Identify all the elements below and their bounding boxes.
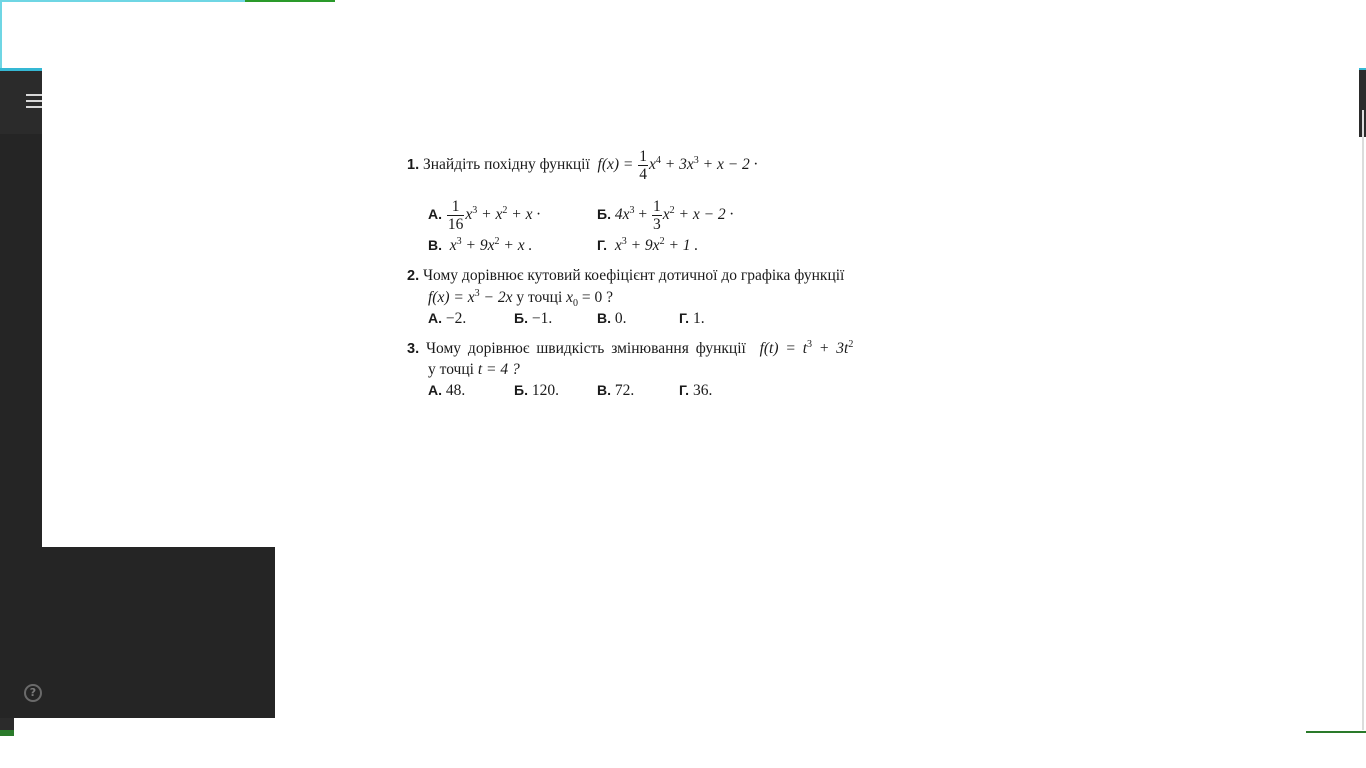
problem-1-option-c: В. $x^3 + 9x^2 + x$ .	[428, 236, 533, 254]
problem-1-option-b: Б. $4x^3$ + $\frac{1}{3}$ $x^2 + x - 2$ ·	[597, 198, 734, 233]
problem-2-condition: $f(x) = x^3 - 2x$ у точці $x_0 = 0$ ?	[428, 288, 614, 309]
problem-2-option-a: А. −2.	[428, 310, 467, 327]
problem-3-option-c: В. 72.	[597, 382, 635, 399]
problem-1-option-a: А. $\frac{1}{16}$ $x^3 + x^2 + x$ ·	[428, 198, 541, 233]
problem-3-option-d: Г. 36.	[679, 382, 713, 399]
help-icon[interactable]: ?	[24, 684, 42, 702]
problem-number: 1.	[407, 157, 420, 174]
problem-3-condition: у точці t = 4 ?	[428, 361, 520, 378]
problem-3-statement: 3. Чому дорівнює швидкість змінювання функції $f(t) = t^3 + 3t^2$	[407, 339, 854, 357]
problem-3-option-a: А. 48.	[428, 382, 466, 399]
problem-2-option-b: Б. −1.	[514, 310, 553, 327]
problem-text: Знайдіть похідну функції	[422, 156, 590, 174]
problem-2-statement: 2. Чому дорівнює кутовий коефіцієнт дотичної до графіка функції	[407, 267, 845, 284]
problem-1-option-d: Г. $x^3 + 9x^2 + 1$ .	[597, 236, 699, 254]
formula-part: f(x) =	[597, 156, 634, 174]
fraction: $\frac{1}{4}$	[639, 148, 647, 183]
problem-1-statement: 1. Знайдіть похідну функції f(x) = $\frac{1}{4}$ $x^4 + 3x^3 + x - 2$ ·	[407, 148, 758, 183]
problem-2-option-d: Г. 1.	[679, 310, 705, 327]
problem-2-option-c: В. 0.	[597, 310, 627, 327]
problem-3-option-b: Б. 120.	[514, 382, 559, 399]
